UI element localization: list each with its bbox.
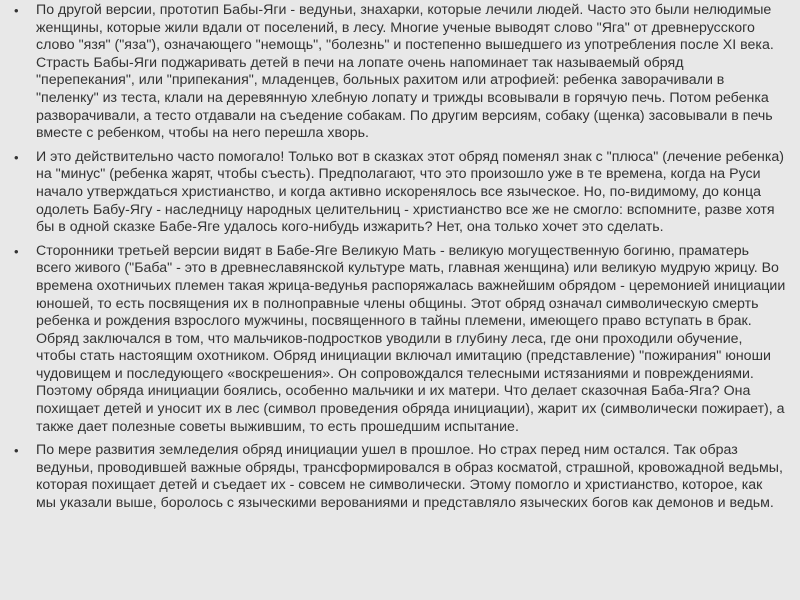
bullet-icon: • xyxy=(14,243,19,259)
paragraph-text: И это действительно часто помогало! Только вот в сказках этот обряд поменял знак с "плюса" (лечение ребенка) на "минус" (ребенка жарят, чтобы съесть). Предполагают, что это произошло уже в те времена, когда на Руси начало утверждаться христианство, и когда активно искоренялось все языческое. Но, по-видимому, до конца одолеть Бабу-Ягу - наследницу народных целительниц - христианство все же не смогло: вспомните, разве хотя бы в одной сказке Бабе-Яге удалось кого-нибудь изжарить? Нет, она только хочет это сделать. xyxy=(36,148,785,236)
paragraph-list xyxy=(12,2,786,513)
bullet-icon: • xyxy=(14,149,19,165)
paragraph-text: По другой версии, прототип Бабы-Яги - ведуньи, знахарки, которые лечили людей. Часто это были нелюдимые женщины, которые жили вдали от поселений, в лесу. Многие ученые выводят слово "Яга" от древнерусского слово "язя" ("яза"), означающего "немощь", "болезнь" и постепенно вышедшего из употребления после XI века. Страсть Бабы-Яги поджаривать детей в печи на лопате очень напоминает так называемый обряд "перепекания", или "припекания", младенцев, больных рахитом или атрофией: ребенка заворачивали в "пеленку" из теста, клали на деревянную хлебную лопату и трижды всовывали в горячую печь. Потом ребенка разворачивали, а тесто отдавали на съедение собакам. По другим версиям, собаку (щенка) засовывали в печь вместе с ребенком, чтобы на него перешла хворь. xyxy=(36,2,774,142)
paragraph-text: По мере развития земледелия обряд инициации ушел в прошлое. Но страх перед ним остался. Так образ ведуньи, проводившей важные обряды, трансформировался в образ косматой, страшной, кровожадной ведьмы, которая похищает детей и съедает их - совсем не символически. Этому помогло и христианство, которое, как мы указали выше, боролось с языческими верованиями и представляло языческих богов как демонов и ведьм. xyxy=(36,442,783,512)
bullet-icon: • xyxy=(14,3,19,18)
bullet-icon: • xyxy=(14,443,19,459)
list-item xyxy=(12,243,786,437)
list-item xyxy=(12,2,786,143)
list-item xyxy=(12,149,786,237)
list-item xyxy=(12,442,786,512)
paragraph-text: Сторонники третьей версии видят в Бабе-Яге Великую Мать - великую могущественную богиню, праматерь всего живого ("Баба" - это в древнеславянской культуре мать, главная женщина) или великую мудрую жрицу. Во времена охотничьих племен такая жрица-ведунья распоряжалась важнейшим обрядом - церемонией инициации юношей, то есть посвящения их в полноправные члены общины. Этот обряд означал символическую смерть ребенка и рождения взрослого мужчины, посвященного в тайны племени, имеющего право вступать в брак. Обряд заключался в том, что мальчиков-подростков уводили в глубину леса, где они проходили обучение, чтобы стать настоящим охотником. Обряд инициации включал имитацию (представление) "пожирания" юноши чудовищем и последующего «воскрешения». Он сопровождался телесными истязаниями и повреждениями. Поэтому обряда инициации боялись, особенно мальчики и их матери. Что делает сказочная Баба-Яга? Она похищает детей и уносит их в лес (символ проведения обряда инициации), жарит их (символически пожирает), а также дает полезные советы выжившим, то есть прошедшим испытание. xyxy=(36,242,786,435)
